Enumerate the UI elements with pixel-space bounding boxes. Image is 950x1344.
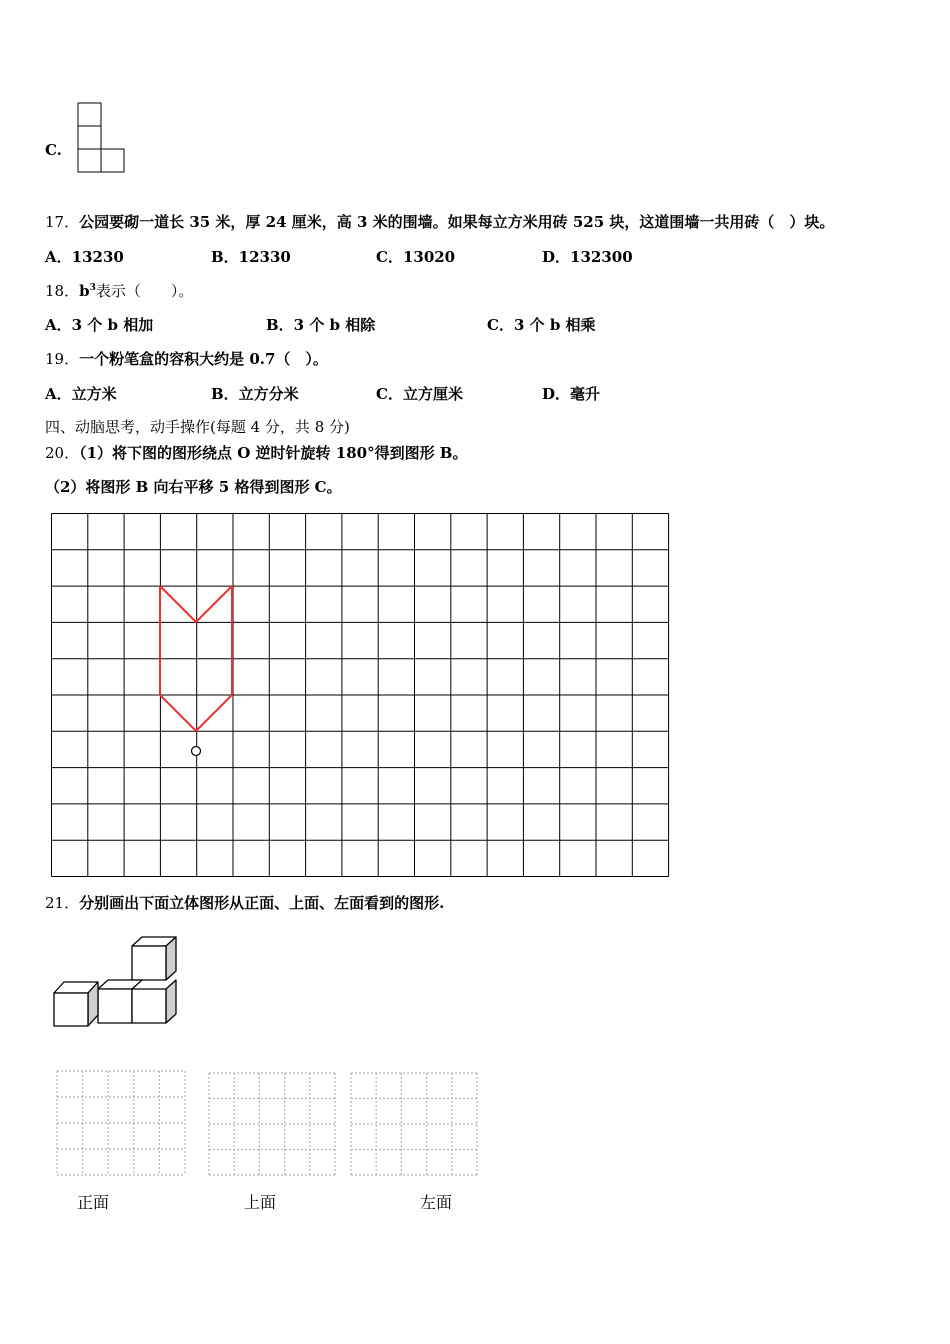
q18-option-b[interactable]: B．3 个 b 相除 bbox=[266, 316, 376, 334]
q17-stem bbox=[45, 211, 834, 232]
q20-grid[interactable] bbox=[51, 513, 669, 878]
q19-stem bbox=[45, 348, 328, 369]
q21-text: 分别画出下面立体图形从正面、上面、左面看到的图形. bbox=[79, 894, 445, 912]
q16-option-c-label: C. bbox=[45, 141, 62, 159]
q18-base: b bbox=[79, 282, 90, 300]
q19-option-a[interactable]: A．立方米 bbox=[45, 385, 117, 403]
q21-top-view-grid[interactable] bbox=[208, 1072, 336, 1176]
q20-part1 bbox=[45, 442, 467, 463]
q18-number: 18． bbox=[45, 282, 80, 300]
q17-number: 17． bbox=[45, 213, 80, 231]
q17-option-b[interactable]: B．12330 bbox=[211, 248, 291, 266]
q21-number: 21． bbox=[45, 894, 80, 912]
q21-front-view-label: 正面 bbox=[77, 1193, 110, 1212]
q17-option-c[interactable]: C．13020 bbox=[376, 248, 456, 266]
q20-number: 20． bbox=[45, 444, 80, 462]
q18-exponent: 3 bbox=[89, 283, 96, 293]
q21-cube-figure bbox=[50, 935, 180, 1030]
q17-text: 公园要砌一道长 35 米，厚 24 厘米，高 3 米的围墙。如果每立方米用砖 525 块，这道围墙一共用砖（ ）块。 bbox=[79, 213, 835, 231]
q20-point-o-marker bbox=[192, 747, 201, 756]
q18-option-c[interactable]: C．3 个 b 相乘 bbox=[487, 316, 596, 334]
q17-option-a[interactable]: A．13230 bbox=[45, 248, 124, 266]
q19-option-c[interactable]: C．立方厘米 bbox=[376, 385, 463, 403]
q19-option-b[interactable]: B．立方分米 bbox=[211, 385, 299, 403]
q21-left-view-grid[interactable] bbox=[350, 1072, 478, 1176]
q18-option-a[interactable]: A．3 个 b 相加 bbox=[45, 316, 154, 334]
q20-part1-text: （1）将下图的图形绕点 O 逆时针旋转 180°得到图形 B。 bbox=[79, 444, 468, 462]
q18-text: 表示（ ）。 bbox=[95, 282, 194, 300]
q17-option-d[interactable]: D．132300 bbox=[542, 248, 633, 266]
q19-text: 一个粉笔盒的容积大约是 0.7（ ）。 bbox=[79, 350, 328, 368]
q16-option-c-figure bbox=[76, 102, 126, 174]
q19-option-d[interactable]: D．毫升 bbox=[542, 385, 601, 403]
q21-front-view-grid[interactable] bbox=[56, 1070, 186, 1176]
q21-top-view-label: 上面 bbox=[244, 1193, 277, 1212]
section4-heading: 四、动脑思考，动手操作(每题 4 分，共 8 分) bbox=[45, 418, 350, 436]
q20-part2: （2）将图形 B 向右平移 5 格得到图形 C。 bbox=[45, 478, 342, 496]
q21-left-view-label: 左面 bbox=[420, 1193, 453, 1212]
q19-number: 19． bbox=[45, 350, 80, 368]
q21-stem bbox=[45, 892, 444, 913]
q18-stem bbox=[45, 280, 193, 301]
